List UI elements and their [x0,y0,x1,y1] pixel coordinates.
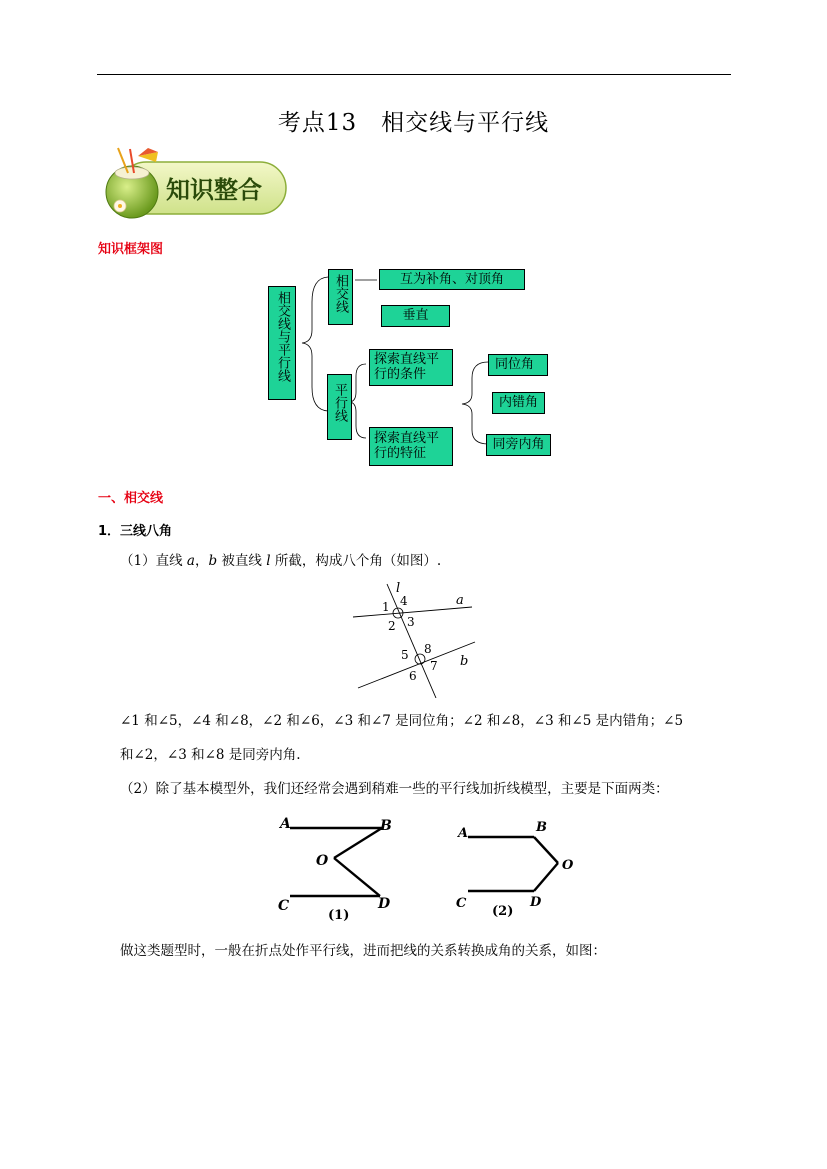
fold2-label-B: B [536,820,547,835]
fold2-label-O: O [562,858,574,873]
framework-alternate: 内错角 [492,392,545,414]
page-title: 考点13 相交线与平行线 [277,110,550,136]
fold1-label-C: C [278,898,290,914]
framework-root: 相交线与平行线 [268,286,296,400]
angle-4: 4 [400,594,408,608]
fold2-label-A: A [458,826,469,841]
framework-intersect: 相交线 [328,269,353,325]
banner-text: 知识整合 [166,175,262,204]
para1-comma: ， [194,553,209,569]
knowledge-banner [98,146,288,222]
label-l: l [396,581,401,596]
header-rule [97,74,731,75]
fold1-label-B: B [380,818,392,834]
angle-3: 3 [407,615,415,629]
fold2-label-C: C [456,896,467,911]
figure-three-lines [350,578,480,698]
angle-2: 2 [388,619,396,633]
section1-subheading: 1．三线八角 [98,524,173,539]
para-method: 做这类题型时，一般在折点处作平行线，进而把线的关系转换成角的关系，如图： [120,943,606,959]
para1-mid: 被直线 [217,553,267,569]
para1-b: b [208,553,218,569]
fold1-label-D: D [378,896,391,912]
fold1-caption: (1) [328,908,350,923]
angle-1: 1 [382,600,390,614]
para1-l: l [266,553,271,569]
para-angle-types-line2: 和∠2，∠3 和∠8 是同旁内角. [120,747,301,763]
fold2-caption: (2) [492,904,514,919]
para1-suffix: 所截，构成八个角（如图）. [270,553,442,569]
framework-same-side: 同旁内角 [486,434,551,456]
framework-comp-vert: 互为补角、对顶角 [379,269,525,290]
framework-explore-cond: 探索直线平行的条件 [369,349,453,386]
angle-5: 5 [401,648,409,662]
angle-8: 8 [424,642,432,656]
fold2-label-D: D [530,895,542,910]
framework-heading: 知识框架图 [98,242,164,257]
para-model-intro: （2）除了基本模型外，我们还经常会遇到稍难一些的平行线加折线模型，主要是下面两类： [120,781,669,797]
banner-graphic [98,146,288,222]
figure-fold-model-2 [450,815,585,925]
section1-heading: 一、相交线 [98,491,164,506]
figure-fold-model-1 [272,810,402,925]
framework-parallel: 平行线 [327,374,352,440]
angle-6: 6 [409,669,417,683]
para1-prefix: （1）直线 [120,553,187,569]
angle-7: 7 [430,659,438,673]
framework-corresponding: 同位角 [488,354,548,376]
framework-explore-prop: 探索直线平行的特征 [369,427,453,466]
framework-perp: 垂直 [381,305,450,327]
para1-a: a [186,553,195,569]
label-a: a [456,593,464,608]
para-angle-types-line1: ∠1 和∠5，∠4 和∠8，∠2 和∠6，∠3 和∠7 是同位角；∠2 和∠8，∠3 和∠5 是内错角；∠5 [120,713,684,729]
label-b: b [460,654,469,669]
para-three-lines [120,551,441,571]
fold1-label-O: O [316,853,329,869]
fold1-label-A: A [280,816,291,832]
